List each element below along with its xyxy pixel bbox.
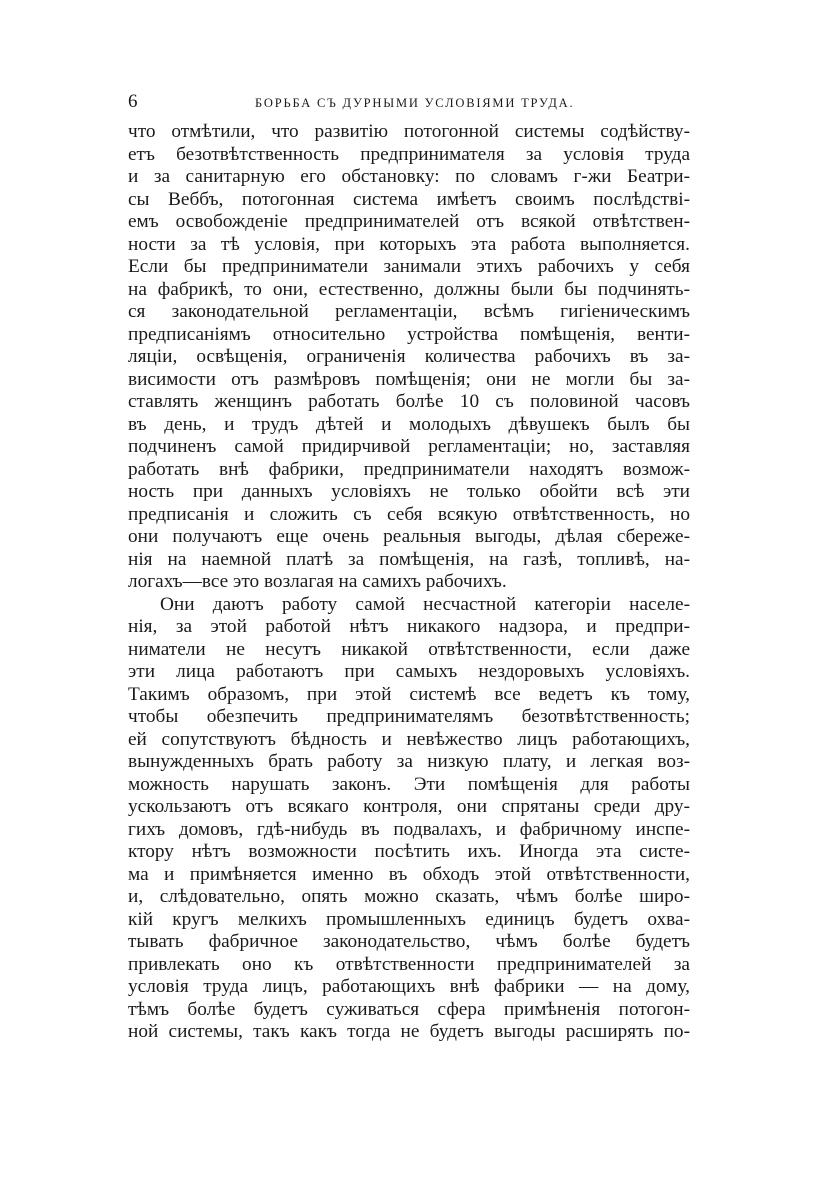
- text-line: нія, за этой работой нѣтъ никакого надзора, и предпри-: [128, 616, 690, 637]
- text-line: ей сопутствуютъ бѣдность и невѣжество лицъ работающихъ,: [128, 728, 690, 750]
- text-line: ускользаютъ отъ всякаго контроля, они спрятаны среди дру-: [128, 796, 690, 817]
- text-line: что отмѣтили, что развитію потогонной системы содѣйству-: [128, 121, 690, 142]
- text-line: ктору нѣтъ возможности посѣтить ихъ. Иногда эта систе-: [128, 841, 690, 862]
- text-line: логахъ—все это возлагая на самихъ рабочихъ.: [128, 571, 507, 592]
- paragraph-1: [128, 121, 690, 594]
- text-line: кій кругъ мелкихъ промышленныхъ единицъ будетъ охва-: [128, 908, 690, 930]
- text-line: ной системы, такъ какъ тогда не будетъ выгоды расширять по-: [128, 1021, 690, 1042]
- body-text: [128, 121, 690, 1044]
- text-line: нія на наемной платѣ за помѣщенія, на газѣ, топливѣ, на-: [128, 548, 690, 570]
- text-line: предписаніямъ относительно устройства помѣщенія, венти-: [128, 323, 690, 345]
- text-line: ся законодательной регламентаціи, всѣмъ гигіеническимъ: [128, 301, 690, 322]
- text-line: они получаютъ еще очень реальныя выгоды, дѣлая сбереже-: [128, 526, 690, 547]
- running-head: БОРЬБА СЪ ДУРНЫМИ УСЛОВІЯМИ ТРУДА.: [255, 96, 575, 110]
- text-line: Они даютъ работу самой несчастной категоріи населе-: [160, 593, 690, 615]
- text-line: ниматели не несутъ никакой отвѣтственности, если даже: [128, 638, 690, 660]
- text-line: предписанія и сложить съ себя всякую отвѣтственность, но: [128, 503, 690, 525]
- text-line: емъ освобожденіе предпринимателей отъ всякой отвѣтствен-: [128, 211, 690, 232]
- text-line: сы Веббъ, потогонная система имѣетъ своимъ послѣдствi-: [128, 188, 690, 210]
- text-line: ляціи, освѣщенія, ограниченія количества рабочихъ въ за-: [128, 346, 690, 367]
- text-line: тѣмъ болѣе будетъ суживаться сфера примѣненія потогон-: [128, 998, 690, 1020]
- text-line: вынужденныхъ брать работу за низкую плату, и легкая воз-: [128, 751, 690, 772]
- text-line: етъ безотвѣтственность предпринимателя за условія труда: [128, 143, 690, 165]
- page-number: 6: [128, 91, 138, 112]
- text-line: тывать фабричное законодательство, чѣмъ болѣе будетъ: [128, 931, 690, 952]
- text-line: условія труда лицъ, работающихъ внѣ фабрики — на дому,: [128, 976, 690, 997]
- text-line: на фабрикѣ, то они, естественно, должны были бы подчинять-: [128, 278, 690, 300]
- text-line: ставлять женщинъ работать болѣе 10 съ половиной часовъ: [128, 391, 690, 412]
- text-line: можность нарушать законъ. Эти помѣщенія для работы: [128, 773, 690, 795]
- text-line: Такимъ образомъ, при этой системѣ все ведетъ къ тому,: [128, 683, 690, 705]
- text-line: подчиненъ самой придирчивой регламентаціи; но, заставляя: [128, 436, 690, 457]
- text-line: висимости отъ размѣровъ помѣщенія; они не могли бы за-: [128, 368, 690, 390]
- text-line: привлекать оно къ отвѣтственности предпринимателей за: [128, 953, 690, 975]
- text-line: ность при данныхъ условіяхъ не только обойти всѣ эти: [128, 481, 690, 502]
- text-line: ности за тѣ условія, при которыхъ эта работа выполняется.: [128, 233, 690, 255]
- text-line: и, слѣдовательно, опять можно сказать, чѣмъ болѣе широ-: [128, 886, 690, 907]
- text-line: эти лица работаютъ при самыхъ нездоровыхъ условіяхъ.: [128, 661, 690, 682]
- text-line: гихъ домовъ, гдѣ-нибудь въ подвалахъ, и фабричному инспе-: [128, 818, 690, 840]
- text-line: и за санитарную его обстановку: по словамъ г-жи Беатри-: [128, 166, 690, 187]
- text-line: работать внѣ фабрики, предприниматели находятъ возмож-: [128, 458, 690, 480]
- text-line: Если бы предприниматели занимали этихъ рабочихъ у себя: [128, 256, 690, 277]
- text-line: въ день, и трудъ дѣтей и молодыхъ дѣвушекъ былъ бы: [128, 413, 690, 435]
- text-line: ма и примѣняется именно въ обходъ этой отвѣтственности,: [128, 863, 690, 885]
- text-line: чтобы обезпечить предпринимателямъ безотвѣтственность;: [128, 706, 690, 727]
- page-header: [128, 90, 688, 114]
- paragraph-2: [128, 594, 690, 1044]
